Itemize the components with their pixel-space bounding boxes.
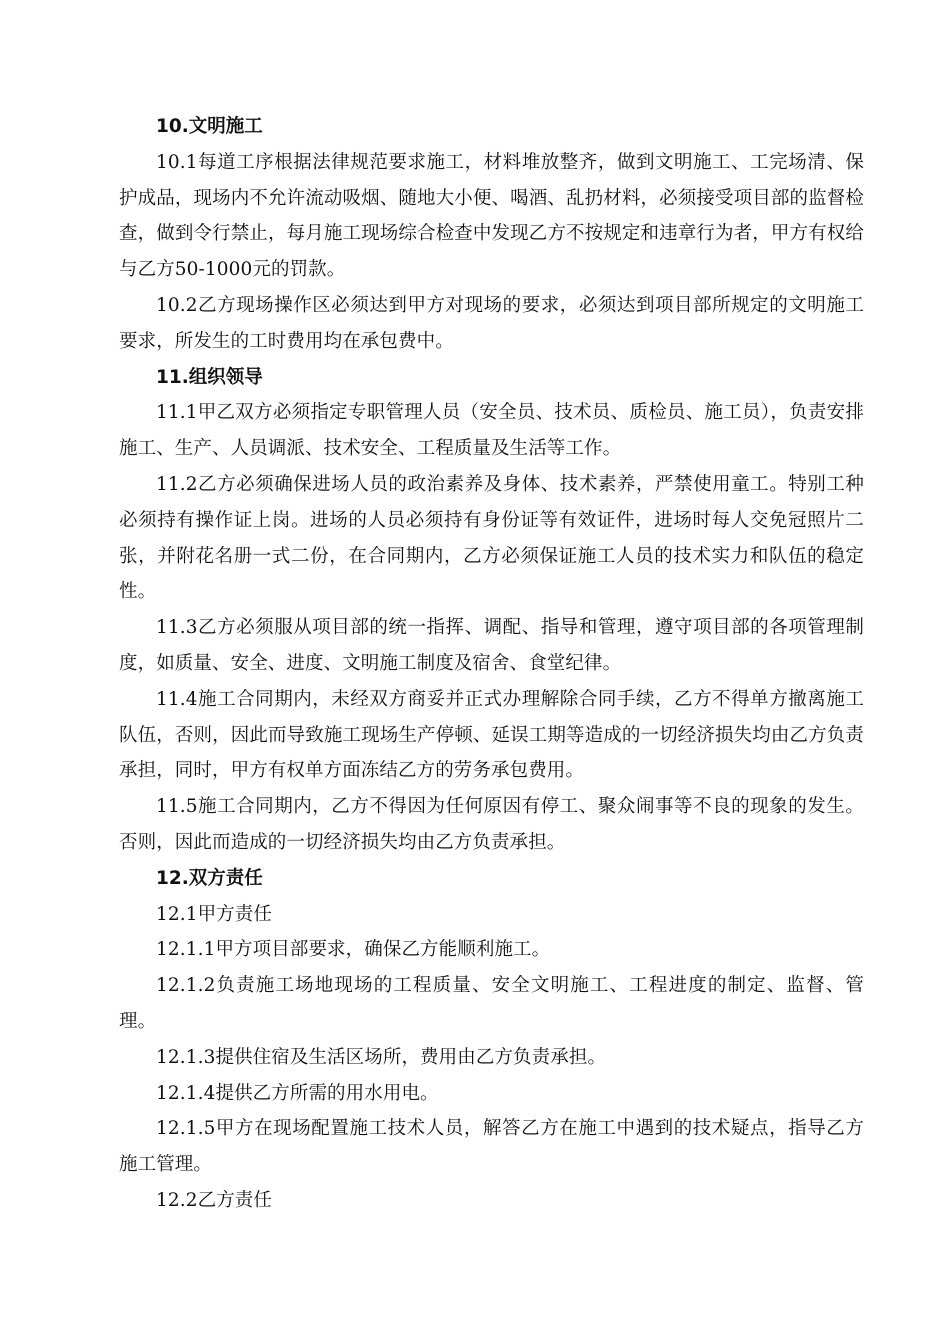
clause-10-1: 10.1每道工序根据法律规范要求施工，材料堆放整齐，做到文明施工、工完场清、保护成品，现场内不允许流动吸烟、随地大小便、喝酒、乱扔材料，必须接受项目部的监督检查，做到令行禁止，每月施工现场综合检查中发现乙方不按规定和违章行为者，甲方有权给与乙方50-1000元的罚款。 xyxy=(119,151,864,281)
clause-11-2: 11.2乙方必须确保进场人员的政治素养及身体、技术素养，严禁使用童工。特别工种必须持有操作证上岗。进场的人员必须持有身份证等有效证件，进场时每人交免冠照片二张，并附花名册一式二份，在合同期内，乙方必须保证施工人员的技术实力和队伍的稳定性。 xyxy=(119,473,864,603)
clause-11-3: 11.3乙方必须服从项目部的统一指挥、调配、指导和管理，遵守项目部的各项管理制度，如质量、安全、进度、文明施工制度及宿舍、食堂纪律。 xyxy=(119,617,864,674)
section-heading-11: 11.组织领导 xyxy=(156,366,263,388)
clause-12-1-5: 12.1.5甲方在现场配置施工技术人员，解答乙方在施工中遇到的技术疑点，指导乙方施工管理。 xyxy=(119,1118,864,1176)
document-body xyxy=(119,109,864,1219)
clause-12-1-3: 12.1.3提供住宿及生活区场所，费用由乙方负责承担。 xyxy=(156,1046,607,1068)
clause-12-1-4: 12.1.4提供乙方所需的用水用电。 xyxy=(156,1082,439,1104)
clause-12-1-2: 12.1.2负责施工场地现场的工程质量、安全文明施工、工程进度的制定、监督、管理。 xyxy=(119,975,864,1032)
section-heading-10: 10.文明施工 xyxy=(156,116,263,137)
clause-12-2: 12.2乙方责任 xyxy=(156,1189,272,1211)
clause-10-2: 10.2乙方现场操作区必须达到甲方对现场的要求，必须达到项目部所规定的文明施工要求，所发生的工时费用均在承包费中。 xyxy=(119,294,864,352)
clause-12-1: 12.1甲方责任 xyxy=(156,903,272,925)
clause-11-5: 11.5施工合同期内，乙方不得因为任何原因有停工、聚众闹事等不良的现象的发生。否则，因此而造成的一切经济损失均由乙方负责承担。 xyxy=(119,796,864,853)
clause-12-1-1: 12.1.1甲方项目部要求，确保乙方能顺利施工。 xyxy=(156,939,551,961)
clause-11-4: 11.4施工合同期内，未经双方商妥并正式办理解除合同手续，乙方不得单方撤离施工队伍，否则，因此而导致施工现场生产停顿、延误工期等造成的一切经济损失均由乙方负责承担，同时，甲方有权单方面冻结乙方的劳务承包费用。 xyxy=(119,688,864,782)
clause-11-1: 11.1甲乙双方必须指定专职管理人员（安全员、技术员、质检员、施工员），负责安排施工、生产、人员调派、技术安全、工程质量及生活等工作。 xyxy=(119,402,864,460)
section-heading-12: 12.双方责任 xyxy=(156,867,263,889)
